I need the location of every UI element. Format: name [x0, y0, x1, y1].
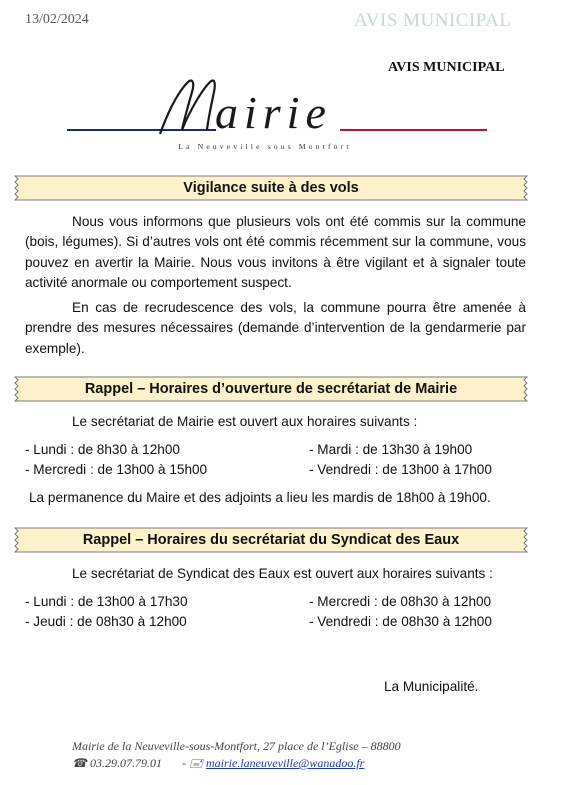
footer-email-link[interactable]: mairie.laneuveville@wanadoo.fr — [206, 756, 365, 770]
mairie-hours-tuesday: - Mardi : de 13h30 à 19h00 — [309, 442, 473, 457]
permanence-text: La permanence du Maire et des adjoints a lieu les mardis de 18h00 à 19h00. — [29, 490, 491, 505]
section-banner-mairie-hours — [14, 375, 528, 403]
section-title-mairie-hours: Rappel – Horaires d’ouverture de secrétariat de Mairie — [84, 381, 458, 397]
section-title-syndicat-hours: Rappel – Horaires du secrétariat du Syndicat des Eaux — [82, 532, 460, 548]
mairie-hours-friday: - Vendredi : de 13h00 à 17h00 — [309, 462, 492, 477]
logo-subtitle: La Neuveville sous Montfort — [178, 142, 352, 151]
footer-address: Mairie de la Neuveville-sous-Montfort, 27 place de l’Eglise – 88800 — [72, 739, 401, 753]
watermark-title: AVIS MUNICIPAL — [354, 10, 512, 31]
logo-word: airie — [215, 87, 332, 138]
syndicat-hours-thursday: - Jeudi : de 08h30 à 12h00 — [25, 614, 187, 629]
footer-contact — [72, 754, 364, 775]
signature: La Municipalité. — [384, 679, 479, 694]
mairie-hours-intro: Le secrétariat de Mairie est ouvert aux horaires suivants : — [72, 414, 418, 429]
syndicat-hours-wednesday: - Mercredi : de 08h30 à 12h00 — [309, 594, 492, 609]
section-banner-vigilance — [14, 174, 528, 202]
phone-icon: ☎ — [72, 756, 87, 770]
mairie-hours-monday: - Lundi : de 8h30 à 12h00 — [25, 442, 180, 457]
section-banner-syndicat-hours — [14, 526, 528, 554]
avis-title: AVIS MUNICIPAL — [388, 60, 505, 75]
document-date: 13/02/2024 — [25, 12, 89, 27]
syndicat-hours-friday: - Vendredi : de 08h30 à 12h00 — [309, 614, 492, 629]
mairie-logo — [60, 72, 500, 152]
footer-separator: - — [181, 756, 186, 770]
mail-icon: 🖃 — [188, 756, 203, 770]
syndicat-hours-monday: - Lundi : de 13h00 à 17h30 — [25, 594, 188, 609]
mairie-hours-wednesday: - Mercredi : de 13h00 à 15h00 — [25, 462, 208, 477]
footer-phone: 03.29.07.79.01 — [89, 756, 162, 770]
vigilance-paragraph-2: En cas de recrudescence des vols, la commune pourra être amenée à prendre des mesures nécessaires (demande d’intervention de la gendarmerie par exemple). — [25, 300, 526, 356]
section-title-vigilance: Vigilance suite à des vols — [183, 180, 359, 196]
vigilance-paragraph-1: Nous vous informons que plusieurs vols ont été commis sur la commune (bois, légumes). Si d’autres vols ont été commis récemment sur la commune, vous pouvez en avertir la Mairie. Nous vous invitons à être vigilant et à signaler toute activité anormale ou comportement suspect. — [25, 214, 526, 291]
syndicat-hours-intro: Le secrétariat de Syndicat des Eaux est ouvert aux horaires suivants : — [72, 566, 493, 581]
